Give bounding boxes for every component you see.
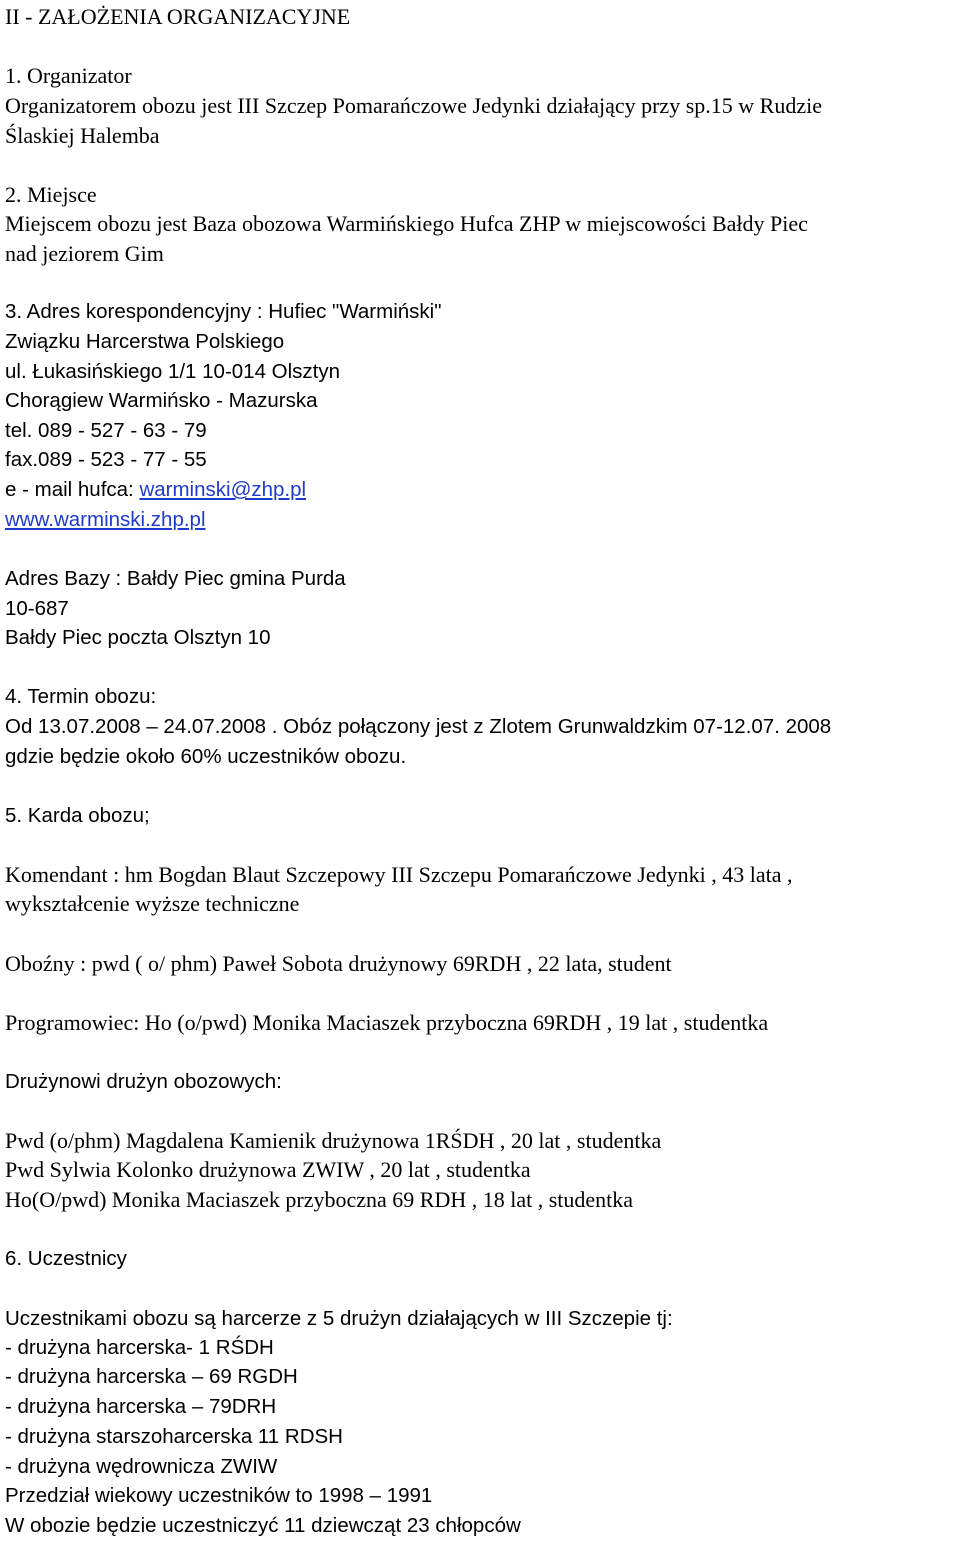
organizer-title: 1. Organizator (5, 63, 132, 88)
term-text-cont: gdzie będzie około 60% uczestników obozu. (5, 745, 407, 768)
team-item: - drużyna starszoharcerska 11 RDSH (5, 1425, 343, 1448)
address-title: 3. Adres korespondencyjny : Hufiec "Warmiński" (5, 300, 442, 323)
email-link[interactable]: warminski@zhp.pl (139, 478, 307, 501)
program-leader: Programowiec: Ho (o/pwd) Monika Maciaszek przyboczna 69RDH , 19 lat , studentka (5, 1010, 769, 1035)
website-link[interactable]: www.warminski.zhp.pl (5, 508, 206, 531)
team-item: - drużyna harcerska – 69 RGDH (5, 1365, 298, 1388)
address-tel: tel. 089 - 527 - 63 - 79 (5, 419, 207, 442)
staff-title: 5. Karda obozu; (5, 804, 150, 827)
place-text: Miejscem obozu jest Baza obozowa Warmińskiego Hufca ZHP w miejscowości Bałdy Piec (5, 211, 808, 236)
address-www-line (5, 505, 206, 535)
address-street: ul. Łukasińskiego 1/1 10-014 Olsztyn (5, 360, 341, 383)
term-text: Od 13.07.2008 – 24.07.2008 . Obóz połączony jest z Zlotem Grunwaldzkim 07-12.07. 2008 (5, 715, 832, 738)
leader-item: Pwd Sylwia Kolonko drużynowa ZWIW , 20 lat , studentka (5, 1157, 531, 1182)
organizer-text-cont: Ślaskiej Halemba (5, 123, 160, 148)
place-text-cont: nad jeziorem Gim (5, 241, 164, 266)
participants-title: 6. Uczestnicy (5, 1247, 127, 1270)
email-label: e - mail hufca: (5, 478, 140, 501)
base-zip: 10-687 (5, 597, 69, 620)
leader-item: Ho(O/pwd) Monika Maciaszek przyboczna 69 RDH , 18 lat , studentka (5, 1187, 634, 1212)
section-heading: II - ZAŁOŻENIA ORGANIZACYJNE (5, 4, 351, 29)
team-item: - drużyna wędrownicza ZWIW (5, 1455, 278, 1478)
address-org: Związku Harcerstwa Polskiego (5, 330, 285, 353)
age-range: Przedział wiekowy uczestników to 1998 – 1991 (5, 1484, 433, 1507)
participant-count: W obozie będzie uczestniczyć 11 dziewcząt 23 chłopców (5, 1514, 521, 1537)
place-title: 2. Miejsce (5, 182, 97, 207)
address-banner: Chorągiew Warmińsko - Mazurska (5, 389, 318, 412)
address-fax: fax.089 - 523 - 77 - 55 (5, 448, 207, 471)
address-email-line (5, 475, 306, 505)
leader-item: Pwd (o/phm) Magdalena Kamienik drużynowa 1RŚDH , 20 lat , studentka (5, 1128, 662, 1153)
organizer-text: Organizatorem obozu jest III Szczep Pomarańczowe Jedynki działający przy sp.15 w Rudzie (5, 93, 822, 118)
quartermaster: Oboźny : pwd ( o/ phm) Paweł Sobota drużynowy 69RDH , 22 lata, student (5, 951, 672, 976)
leaders-label: Drużynowi drużyn obozowych: (5, 1070, 282, 1093)
commander-cont: wykształcenie wyższe techniczne (5, 891, 300, 916)
term-title: 4. Termin obozu: (5, 685, 157, 708)
base-address: Adres Bazy : Bałdy Piec gmina Purda (5, 567, 346, 590)
participants-intro: Uczestnikami obozu są harcerze z 5 drużyn działających w III Szczepie tj: (5, 1307, 673, 1330)
team-item: - drużyna harcerska – 79DRH (5, 1395, 277, 1418)
team-item: - drużyna harcerska- 1 RŚDH (5, 1336, 274, 1359)
base-post: Bałdy Piec poczta Olsztyn 10 (5, 626, 271, 649)
commander: Komendant : hm Bogdan Blaut Szczepowy III Szczepu Pomarańczowe Jedynki , 43 lata , (5, 862, 793, 887)
